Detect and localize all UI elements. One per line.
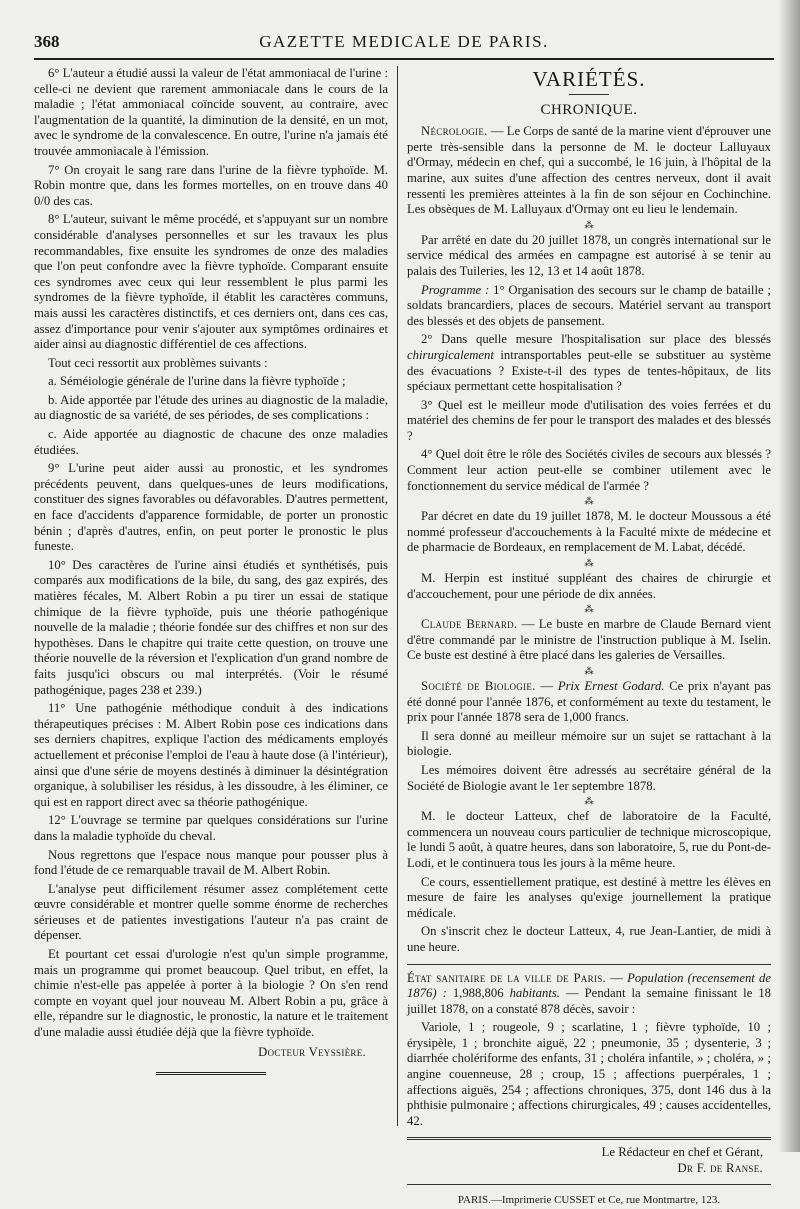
paragraph-statique: 10° Des caractères de l'urine ainsi étudiés et synthétisés, puis comparés aux modifications de la bile, du sang, des gaz expirés, des matières fécales, M. Albert Robin a pu tirer un essai de statique chimique de la fièvre typhoïde, puis une théorie pathogénique nouvelle de la maladie ; théorie fondée sur des chiffres et non sur des hypothèses. Dans le chapitre qui traite cette question, on trouve une théorie nouvelle de la réversion et l'explication d'un grand nombre de faits jusqu'ici obscurs ou mal interprétés. (Voir le résumé pathogénique, pages 238 et 239.) bbox=[34, 557, 388, 697]
societe-notice-3: Les mémoires doivent être adressés au secrétaire général de la Société de Biologie avant le 1er septembre 1878. bbox=[407, 762, 771, 793]
etat-label: État sanitaire de la ville de Paris. bbox=[407, 970, 606, 985]
page-number: 368 bbox=[34, 32, 60, 51]
right-column bbox=[407, 66, 771, 1209]
societe-notice: Société de Biologie. — Prix Ernest Godard. Ce prix n'ayant pas été donné pour l'année 1876, et conformément au texte du testament, le prix pour l'année 1878 sera de 1,000 francs. bbox=[407, 679, 771, 725]
moussous-notice: Par décret en date du 19 juillet 1878, M. le docteur Moussous a été nommé professeur d'accouchements à la Faculté mixte de médecine et de pharmacie de Bordeaux, en remplacement de M. Labat, décédé. bbox=[407, 509, 771, 555]
editor-name: Dr F. de Ranse. bbox=[677, 1161, 763, 1176]
necrologie-label: Nécrologie. bbox=[421, 124, 488, 139]
programme-item-1 bbox=[407, 283, 771, 330]
congres-notice: Par arrêté en date du 20 juillet 1878, un congrès international sur le service médical des armées en campagne est autorisé à se tenir au palais des Tuileries, les 12, 13 et 14 août 1878. bbox=[407, 232, 771, 278]
subsection-title: CHRONIQUE. bbox=[540, 101, 638, 118]
programme-label: Programme : bbox=[421, 282, 490, 297]
article-end-rule bbox=[156, 1072, 266, 1075]
necrologie-notice bbox=[407, 124, 771, 218]
section-rule-thin bbox=[407, 964, 771, 965]
problem-c: c. Aide apportée au diagnostic de chacune des onze maladies étudiées. bbox=[34, 427, 388, 457]
section-stars: ⁂ bbox=[584, 666, 594, 676]
population-label: Population (recensement de 1876) : bbox=[407, 970, 771, 1001]
section-stars: ⁂ bbox=[584, 219, 594, 230]
problem-a: a. Séméiologie générale de l'urine dans la fièvre typhoïde ; bbox=[48, 374, 346, 389]
editor-credit bbox=[407, 1144, 763, 1176]
section-rule bbox=[569, 94, 609, 95]
latteux-notice-3: On s'inscrit chez le docteur Latteux, 4, rue Jean-Lantier, de midi à une heure. bbox=[407, 924, 771, 954]
causes-list: Variole, 1 ; rougeole, 9 ; scarlatine, 1 ; fièvre typhoïde, 10 ; érysipèle, 1 ; bronchite aiguë, 22 ; pneumonie, 35 ; dysenterie, 3 ; diarrhée cholériforme des enfants, 31 ; choléra infantile, » ; choléra, » ; angine couenneuse, 28 ; croup, 15 ; affections puerpérales, 1 ; affections aiguës, 254 ; affections chroniques, 375, dont 146 dus à la phthisie pulmonaire ; affections chirurgicales, 49 ; causes accidentelles, 42. bbox=[407, 1020, 771, 1128]
column-divider bbox=[397, 66, 398, 1126]
section-stars: ⁂ bbox=[584, 796, 594, 807]
question-2-text: 2° Dans quelle mesure l'hospitalisation sur place des blessés bbox=[421, 332, 771, 347]
paragraph-programme: Et pourtant cet essai d'urologie n'est qu'un simple programme, mais un programme qui promet beaucoup. Quel tribut, en effet, la chimie n'est-elle pas appelée à porter à la biologie ? On s'en rend compte en voyant quel jour nouveau M. Albert Robin a pu, grâce à elle, répandre sur le diagnostic, le pronostic, la nature et le traitement d'une maladie aussi étudiée déjà que la fièvre typhoïde. bbox=[34, 947, 388, 1040]
paragraph-sang: 7° On croyait le sang rare dans l'urine de la fièvre typhoïde. M. Robin montre que, dans les formes mortelles, on en trouve dans 40 0/0 des cas. bbox=[34, 162, 388, 208]
etat-sanitaire-notice: État sanitaire de la ville de Paris. — Population (recensement de 1876) : 1,988,806 habitants. — Pendant la semaine finissant le 18 juillet 1878, on a constaté 878 décès, savoir : bbox=[407, 970, 772, 1016]
habitants-label: habitants. bbox=[509, 986, 560, 1001]
paragraph-syndromes: 8° L'auteur, suivant le même procédé, et s'appuyant sur un nombre considérable d'analyses personnelles et sur les travaux les plus recommandables, fixe ensuite les syndromes de onze des maladies que l'on peut confondre avec la fièvre typhoïde. Comparant ensuite ces syndromes avec ceux qui leur ressemblent le plus parmi les syndromes de la fièvre typhoïde, il établit les caractères communs, mais aussi les caractères distinctifs, et ces derniers ont, dans ces cas, assez d'importance pour venir s'ajouter aux symptômes ordinaires et aider ainsi au diagnostic différentiel de ces affections. bbox=[34, 212, 388, 352]
paragraph-problemes: Tout ceci ressortit aux problèmes suivants : bbox=[48, 355, 268, 370]
credit-rule bbox=[407, 1137, 771, 1140]
programme-text: 1° Organisation des secours sur le champ de bataille ; soldats brancardiers, places de secours. Matériel servant au transport des blessés et des objets de pansement. bbox=[407, 282, 771, 328]
paragraph-ammoniacal: 6° L'auteur a étudié aussi la valeur de l'état ammoniacal de l'urine : celle-ci ne devient que rarement ammoniacale dans le cours de la maladie ; l'état ammoniacal coïncide souvent, au contraire, avec l'augmentation de la quantité, la diminution de la densité, en un mot, avec le syndrome de la convalescence. En outre, l'urine n'a jamais été trouvée ammoniacale à l'émission. bbox=[34, 66, 388, 158]
page-edge-shadow bbox=[778, 0, 800, 1152]
question-2-italic: chirurgicalement bbox=[407, 347, 494, 362]
section-stars: ⁂ bbox=[584, 604, 594, 615]
editor-credit-line-1: Le Rédacteur en chef et Gérant, bbox=[601, 1145, 763, 1160]
paragraph-regrets: Nous regrettons que l'espace nous manque pour pousser plus à fond l'étude de ce remarquable travail de M. Albert Robin. bbox=[34, 847, 388, 878]
paragraph-analyse: L'analyse peut difficilement résumer assez complétement cette œuvre considérable et montrer quelle somme énorme de recherches sérieuses et de patientes investigations l'auteur n'a pas craint de dépenser. bbox=[34, 881, 388, 943]
programme-item-4: 4° Quel doit être le rôle des Sociétés civiles de secours aux blessés ? Comment leur action peut-elle se combiner utilement avec le fonctionnement du service médical de l'armée ? bbox=[407, 447, 771, 493]
programme-item-2 bbox=[407, 332, 771, 394]
printer-line: PARIS.—Imprimerie CUSSET et Ce, rue Montmartre, 123. bbox=[457, 1194, 721, 1207]
bernard-text: — Le buste en marbre de Claude Bernard vient d'être commandé par le ministre de l'instruction publique à M. Iselin. Ce buste est destiné à être placé dans les galeries de Versailles. bbox=[407, 617, 772, 663]
herpin-notice: M. Herpin est institué suppléant des chaires de chirurgie et d'accouchement, pour une période de dix années. bbox=[407, 571, 771, 601]
author-signature: Docteur Veyssière. bbox=[258, 1044, 366, 1059]
population-value: 1,988,806 bbox=[446, 986, 510, 1001]
societe-text: Ce prix n'ayant pas été donné pour l'année 1876, et conformément au texte du testament, le prix pour l'année 1878 sera de 1,000 francs. bbox=[407, 679, 771, 725]
etat-text: — Pendant la semaine finissant le 18 juillet 1878, on a constaté 878 décès, savoir : bbox=[407, 986, 772, 1016]
paragraph-pronostic: 9° L'urine peut aider aussi au pronostic, et les syndromes précédents peuvent, dans quelques-unes de leurs modifications, constituer des signes favorables ou défavorables. D'autres permettent, en face d'accidents d'apparence formidable, de porter un pronostic bénin ; d'après d'autres, enfin, on peut porter le pronostic le plus funeste. bbox=[34, 461, 388, 554]
section-stars: ⁂ bbox=[584, 558, 594, 569]
latteux-notice-2: Ce cours, essentiellement pratique, est destiné à mettre les élèves en mesure de faire les analyses qu'exige journellement la pratique médicale. bbox=[407, 874, 771, 920]
societe-notice-2: Il sera donné au meilleur mémoire sur un sujet se rattachant à la biologie. bbox=[407, 728, 771, 759]
programme-item-3: 3° Quel est le meilleur mode d'utilisation des voies ferrées et du matériel des chemins de fer pour le transport des malades et des blessés ? bbox=[407, 397, 771, 443]
bernard-notice bbox=[407, 617, 771, 664]
section-title: VARIÉTÉS. bbox=[532, 67, 646, 91]
journal-title: GAZETTE MEDICALE DE PARIS. bbox=[259, 32, 549, 51]
left-column bbox=[34, 66, 388, 1075]
page-header bbox=[34, 28, 774, 56]
paragraph-cheval: 12° L'ouvrage se termine par quelques considérations sur l'urine dans la maladie typhoïde du cheval. bbox=[34, 813, 388, 843]
bernard-label: Claude Bernard. bbox=[421, 617, 518, 632]
necrologie-text: — Le Corps de santé de la marine vient d'éprouver une perte très-sensible dans la personne de M. le docteur Lalluyaux d'Ormay, médecin en chef, qui a succombé, le 16 juin, à l'hôpital de la marine, aux suites d'une affection des centres nerveux, dont il avait ressenti les premières atteintes à la fin de son séjour en Cochinchine. Les obsèques de M. Lalluyaux d'Ormay ont eu lieu le lendemain. bbox=[407, 124, 771, 217]
problem-b: b. Aide apportée par l'étude des urines au diagnostic de la maladie, au diagnostic de sa variété, de ses périodes, de ses complications : bbox=[34, 392, 388, 423]
prize-name: Prix Ernest Godard. bbox=[557, 679, 665, 693]
question-2-text-end: intransportables peut-elle se substituer au système des évacuations ? Existe-t-il des types de tentes-hôpitaux, de lits spéciaux permettant cette hospitalisation ? bbox=[407, 347, 771, 394]
societe-label: Société de Biologie. bbox=[421, 679, 536, 693]
header-rule bbox=[34, 58, 774, 60]
latteux-notice: M. le docteur Latteux, chef de laboratoire de la Faculté, commencera un nouveau cours particulier de technique microscopique, le lundi 5 août, à quatre heures, dans son laboratoire, 5, rue du Pont-de-Lodi, et le continuera tous les jours à la même heure. bbox=[407, 809, 771, 870]
paragraph-pathogenie: 11° Une pathogénie méthodique conduit à des indications thérapeutiques précises : M. Albert Robin pose ces indications dans ses derniers chapitres, explique l'action des médicaments employés actuellement et préconise l'emploi de l'eau à haute dose (à l'intérieur), ainsi que d'une série de moyens destinés à diminuer la désintégration organique, à solubiliser les résidus, à les dissoudre, à les éliminer, ce qui est en rapport direct avec sa théorie pathogénique. bbox=[34, 701, 388, 809]
section-stars: ⁂ bbox=[584, 496, 594, 507]
printer-rule bbox=[407, 1184, 771, 1185]
